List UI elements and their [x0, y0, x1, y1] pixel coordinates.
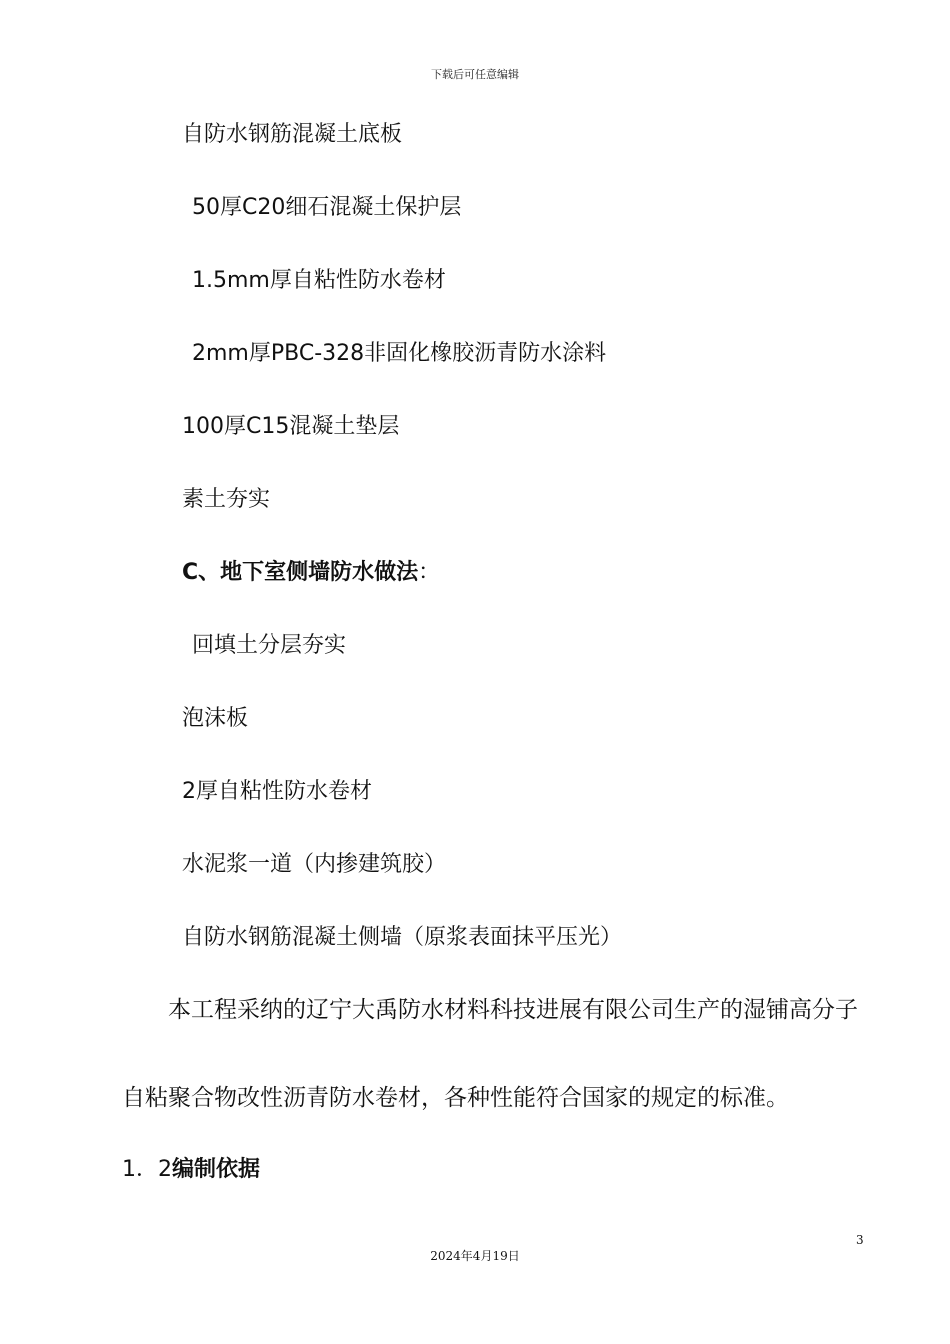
floor-layer-6: 素土夯实	[182, 487, 271, 512]
floor-layer-1: 自防水钢筋混凝土底板	[182, 122, 403, 147]
section-c-title: C、地下室侧墙防水做法	[182, 560, 419, 585]
section-heading-1-2	[122, 1155, 260, 1185]
wall-layer-5: 自防水钢筋混凝土侧墙（原浆表面抹平压光）	[182, 925, 623, 950]
wall-layer-1: 回填土分层夯实	[192, 633, 347, 658]
wall-layer-4: 水泥浆一道（内掺建筑胶）	[182, 852, 447, 877]
footer-date: 2024年4月19日	[430, 1249, 520, 1263]
page-header: 下载后可任意编辑	[431, 68, 519, 81]
floor-layer-2: 50厚C20细石混凝土保护层	[192, 195, 462, 220]
floor-layer-3: 1.5mm厚自粘性防水卷材	[192, 268, 446, 293]
section-c-heading	[182, 558, 440, 588]
wall-layer-3: 2厚自粘性防水卷材	[182, 779, 372, 804]
section-c-colon: ：	[418, 560, 441, 585]
floor-layer-4: 2mm厚PBC-328非固化橡胶沥青防水涂料	[192, 341, 607, 366]
section-title: 编制依据	[172, 1157, 261, 1182]
page-number: 3	[856, 1233, 864, 1247]
paragraph-line-1: 本工程采纳的辽宁大禹防水材料科技进展有限公司生产的湿铺高分子	[168, 997, 858, 1023]
wall-layer-2: 泡沫板	[182, 706, 249, 731]
floor-layer-5: 100厚C15混凝土垫层	[182, 414, 400, 439]
paragraph-line-2: 自粘聚合物改性沥青防水卷材，各种性能符合国家的规定的标准。	[122, 1085, 789, 1111]
section-number: 1．2	[122, 1157, 172, 1182]
